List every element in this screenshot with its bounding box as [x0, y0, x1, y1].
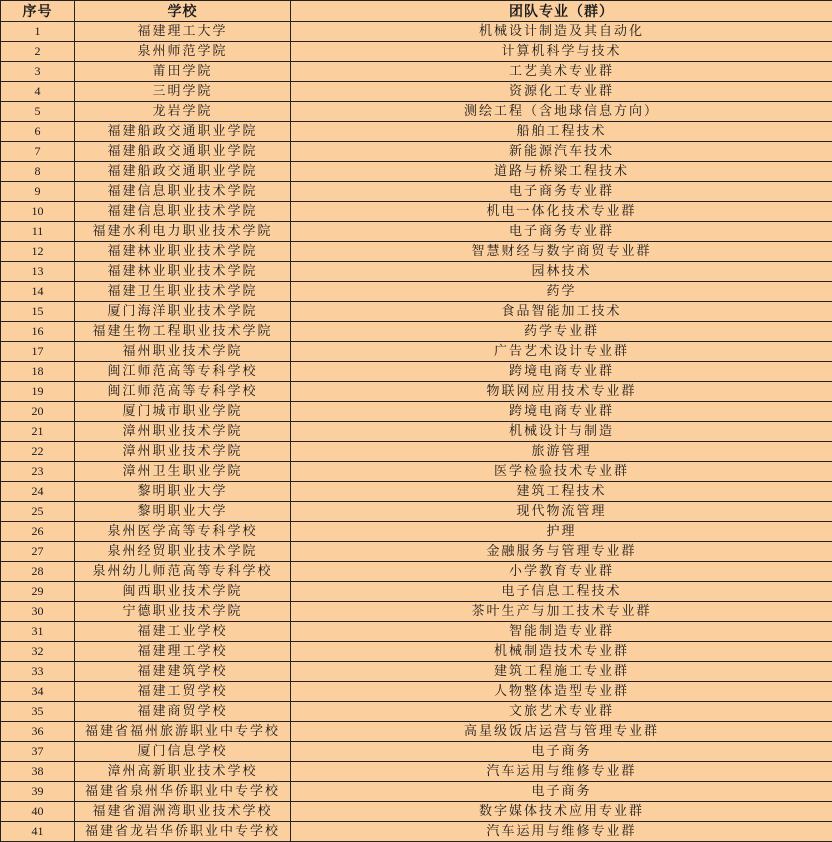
cell-school: 闽江师范高等专科学校	[75, 362, 291, 382]
table-row	[1, 82, 832, 102]
cell-major: 测绘工程（含地球信息方向）	[291, 102, 832, 122]
table-row	[1, 322, 832, 342]
cell-index: 11	[1, 222, 75, 242]
table-row	[1, 782, 832, 802]
cell-major: 资源化工专业群	[291, 82, 832, 102]
cell-school: 漳州职业技术学院	[75, 442, 291, 462]
cell-index: 22	[1, 442, 75, 462]
cell-major: 工艺美术专业群	[291, 62, 832, 82]
cell-major: 文旅艺术专业群	[291, 702, 832, 722]
cell-major: 高星级饭店运营与管理专业群	[291, 722, 832, 742]
cell-major: 电子商务	[291, 782, 832, 802]
cell-major: 机电一体化技术专业群	[291, 202, 832, 222]
cell-major: 小学教育专业群	[291, 562, 832, 582]
cell-index: 19	[1, 382, 75, 402]
cell-index: 20	[1, 402, 75, 422]
cell-school: 福建省福州旅游职业中专学校	[75, 722, 291, 742]
cell-index: 28	[1, 562, 75, 582]
cell-index: 10	[1, 202, 75, 222]
table-row	[1, 22, 832, 42]
cell-index: 30	[1, 602, 75, 622]
cell-index: 35	[1, 702, 75, 722]
cell-school: 福建船政交通职业学院	[75, 122, 291, 142]
cell-index: 17	[1, 342, 75, 362]
table-row	[1, 802, 832, 822]
table-header	[1, 1, 832, 22]
table-row	[1, 262, 832, 282]
table-row	[1, 482, 832, 502]
cell-major: 医学检验技术专业群	[291, 462, 832, 482]
cell-school: 福建卫生职业技术学院	[75, 282, 291, 302]
cell-major: 药学专业群	[291, 322, 832, 342]
table-row	[1, 742, 832, 762]
cell-index: 8	[1, 162, 75, 182]
cell-major: 机械制造技术专业群	[291, 642, 832, 662]
cell-index: 14	[1, 282, 75, 302]
cell-major: 机械设计与制造	[291, 422, 832, 442]
cell-school: 闽江师范高等专科学校	[75, 382, 291, 402]
cell-index: 5	[1, 102, 75, 122]
cell-school: 福建水利电力职业技术学院	[75, 222, 291, 242]
cell-major: 人物整体造型专业群	[291, 682, 832, 702]
cell-school: 福建生物工程职业技术学院	[75, 322, 291, 342]
cell-index: 33	[1, 662, 75, 682]
cell-index: 41	[1, 822, 75, 842]
cell-index: 18	[1, 362, 75, 382]
cell-school: 福建工业学校	[75, 622, 291, 642]
cell-school: 闽西职业技术学院	[75, 582, 291, 602]
cell-school: 龙岩学院	[75, 102, 291, 122]
cell-major: 金融服务与管理专业群	[291, 542, 832, 562]
cell-major: 电子商务专业群	[291, 182, 832, 202]
cell-major: 智慧财经与数字商贸专业群	[291, 242, 832, 262]
cell-major: 建筑工程施工专业群	[291, 662, 832, 682]
cell-school: 福建省泉州华侨职业中专学校	[75, 782, 291, 802]
table-row	[1, 162, 832, 182]
cell-major: 汽车运用与维修专业群	[291, 762, 832, 782]
cell-index: 29	[1, 582, 75, 602]
cell-major: 电子商务	[291, 742, 832, 762]
cell-school: 莆田学院	[75, 62, 291, 82]
cell-school: 泉州师范学院	[75, 42, 291, 62]
cell-index: 32	[1, 642, 75, 662]
cell-index: 9	[1, 182, 75, 202]
column-header-index: 序号	[1, 1, 75, 22]
cell-index: 13	[1, 262, 75, 282]
cell-school: 三明学院	[75, 82, 291, 102]
cell-index: 27	[1, 542, 75, 562]
table-row	[1, 502, 832, 522]
cell-major: 数字媒体技术应用专业群	[291, 802, 832, 822]
cell-school: 黎明职业大学	[75, 482, 291, 502]
cell-school: 泉州医学高等专科学校	[75, 522, 291, 542]
cell-index: 4	[1, 82, 75, 102]
cell-school: 福建工贸学校	[75, 682, 291, 702]
cell-index: 36	[1, 722, 75, 742]
cell-school: 厦门信息学校	[75, 742, 291, 762]
table-row	[1, 602, 832, 622]
header-row	[1, 1, 832, 22]
cell-major: 智能制造专业群	[291, 622, 832, 642]
table-row	[1, 662, 832, 682]
table-row	[1, 102, 832, 122]
table-row	[1, 222, 832, 242]
cell-index: 38	[1, 762, 75, 782]
cell-major: 现代物流管理	[291, 502, 832, 522]
cell-index: 39	[1, 782, 75, 802]
cell-school: 厦门城市职业学院	[75, 402, 291, 422]
cell-school: 宁德职业技术学院	[75, 602, 291, 622]
column-header-major: 团队专业（群）	[291, 1, 832, 22]
cell-major: 园林技术	[291, 262, 832, 282]
cell-major: 电子商务专业群	[291, 222, 832, 242]
cell-major: 药学	[291, 282, 832, 302]
cell-index: 40	[1, 802, 75, 822]
table-row	[1, 542, 832, 562]
cell-school: 厦门海洋职业技术学院	[75, 302, 291, 322]
cell-school: 黎明职业大学	[75, 502, 291, 522]
table-row	[1, 462, 832, 482]
table-row	[1, 562, 832, 582]
cell-school: 泉州幼儿师范高等专科学校	[75, 562, 291, 582]
cell-index: 25	[1, 502, 75, 522]
cell-index: 3	[1, 62, 75, 82]
table-row	[1, 282, 832, 302]
table-row	[1, 62, 832, 82]
table-row	[1, 122, 832, 142]
cell-school: 福建船政交通职业学院	[75, 162, 291, 182]
cell-school: 漳州卫生职业学院	[75, 462, 291, 482]
cell-major: 物联网应用技术专业群	[291, 382, 832, 402]
table-row	[1, 642, 832, 662]
cell-school: 福建建筑学校	[75, 662, 291, 682]
cell-major: 计算机科学与技术	[291, 42, 832, 62]
cell-major: 船舶工程技术	[291, 122, 832, 142]
table-row	[1, 422, 832, 442]
table-row	[1, 202, 832, 222]
cell-school: 福建理工大学	[75, 22, 291, 42]
table-row	[1, 382, 832, 402]
cell-major: 汽车运用与维修专业群	[291, 822, 832, 842]
table-row	[1, 362, 832, 382]
table-row	[1, 762, 832, 782]
cell-major: 跨境电商专业群	[291, 362, 832, 382]
cell-school: 福建林业职业技术学院	[75, 262, 291, 282]
cell-index: 2	[1, 42, 75, 62]
table-row	[1, 182, 832, 202]
cell-school: 福建信息职业技术学院	[75, 182, 291, 202]
cell-school: 漳州高新职业技术学校	[75, 762, 291, 782]
cell-major: 建筑工程技术	[291, 482, 832, 502]
table-row	[1, 302, 832, 322]
cell-school: 漳州职业技术学院	[75, 422, 291, 442]
table-row	[1, 702, 832, 722]
table-row	[1, 142, 832, 162]
cell-index: 7	[1, 142, 75, 162]
table-row	[1, 582, 832, 602]
cell-school: 福建商贸学校	[75, 702, 291, 722]
cell-major: 护理	[291, 522, 832, 542]
table-row	[1, 242, 832, 262]
cell-school: 福建省湄洲湾职业技术学校	[75, 802, 291, 822]
table-row	[1, 522, 832, 542]
cell-major: 广告艺术设计专业群	[291, 342, 832, 362]
cell-major: 新能源汽车技术	[291, 142, 832, 162]
cell-major: 机械设计制造及其自动化	[291, 22, 832, 42]
cell-index: 21	[1, 422, 75, 442]
cell-school: 福州职业技术学院	[75, 342, 291, 362]
cell-index: 24	[1, 482, 75, 502]
cell-major: 食品智能加工技术	[291, 302, 832, 322]
table-row	[1, 342, 832, 362]
table-row	[1, 822, 832, 842]
cell-index: 31	[1, 622, 75, 642]
cell-school: 福建林业职业技术学院	[75, 242, 291, 262]
cell-school: 福建省龙岩华侨职业中专学校	[75, 822, 291, 842]
cell-index: 34	[1, 682, 75, 702]
cell-index: 12	[1, 242, 75, 262]
cell-school: 福建理工学校	[75, 642, 291, 662]
table-row	[1, 402, 832, 422]
table-row	[1, 682, 832, 702]
cell-major: 电子信息工程技术	[291, 582, 832, 602]
cell-index: 15	[1, 302, 75, 322]
table-row	[1, 442, 832, 462]
table-body	[1, 22, 832, 842]
cell-major: 茶叶生产与加工技术专业群	[291, 602, 832, 622]
cell-index: 26	[1, 522, 75, 542]
table-row	[1, 622, 832, 642]
cell-index: 16	[1, 322, 75, 342]
table-row	[1, 722, 832, 742]
cell-index: 23	[1, 462, 75, 482]
cell-index: 37	[1, 742, 75, 762]
cell-school: 福建信息职业技术学院	[75, 202, 291, 222]
cell-major: 旅游管理	[291, 442, 832, 462]
table-row	[1, 42, 832, 62]
cell-index: 1	[1, 22, 75, 42]
cell-index: 6	[1, 122, 75, 142]
cell-school: 福建船政交通职业学院	[75, 142, 291, 162]
cell-major: 道路与桥梁工程技术	[291, 162, 832, 182]
column-header-school: 学校	[75, 1, 291, 22]
cell-school: 泉州经贸职业技术学院	[75, 542, 291, 562]
cell-major: 跨境电商专业群	[291, 402, 832, 422]
